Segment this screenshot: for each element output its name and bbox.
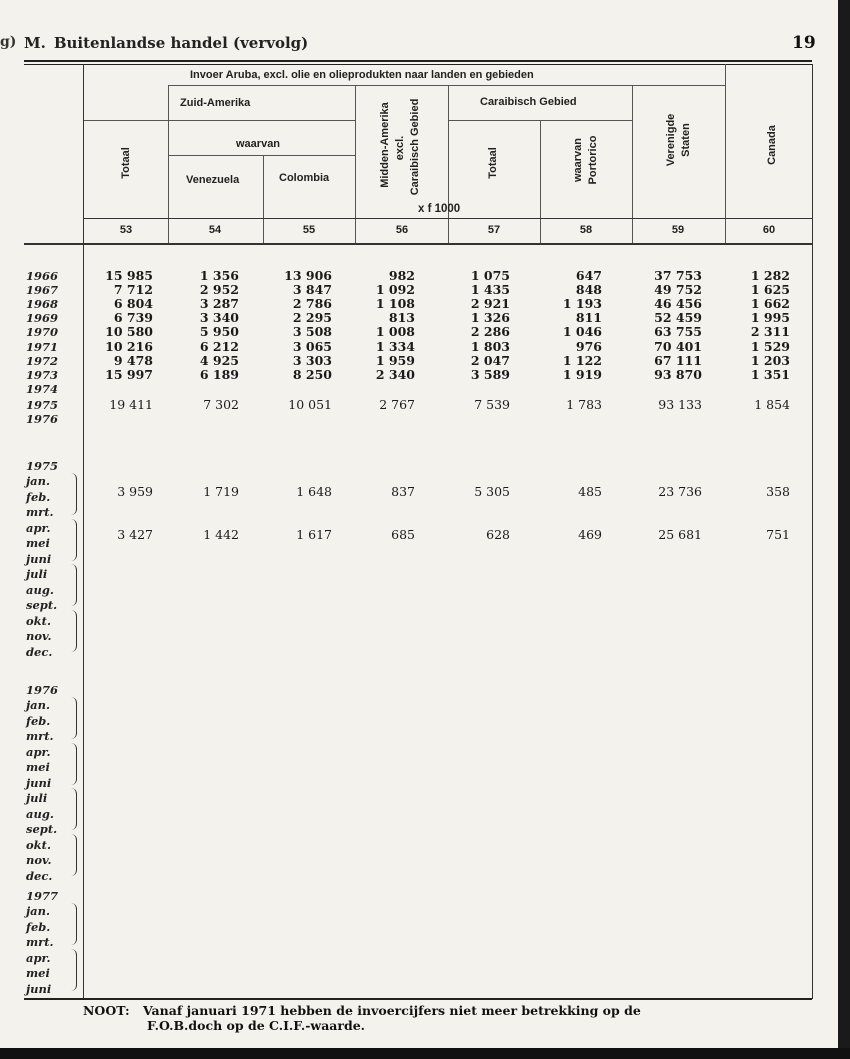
col-colombia: Colombia [279,172,330,184]
table-cell: 8 250 [292,367,332,382]
table-cell: 7 712 [113,282,153,297]
table-cell: 1 719 [203,484,239,499]
table-cell: 358 [766,484,790,499]
table-cell: 23 736 [658,484,702,499]
table-cell: 751 [766,527,790,542]
title-underline [168,85,725,86]
table-cell: 5 950 [199,324,239,339]
table-cell: 10 216 [105,339,153,354]
table-cell: 3 340 [199,310,239,325]
col-venezuela: Venezuela [186,174,240,186]
month-label: juli [26,567,48,581]
table-cell: 15 997 [105,367,153,382]
month-label: mrt. [26,935,54,949]
table-cell: 6 189 [199,367,239,382]
table-cell: 811 [575,310,602,325]
month-label: mei [26,760,50,774]
col-divider [168,85,169,243]
table-cell: 1 334 [375,339,415,354]
column-number: 57 [487,224,501,236]
table-bottom-rule [24,998,812,1000]
table-cell: 1 648 [296,484,332,499]
table-cell: 628 [486,527,510,542]
month-label: nov. [26,629,52,643]
table-cell: 1 075 [470,268,510,283]
table-cell: 3 589 [470,367,510,382]
year-label: 1967 [26,283,59,297]
table-cell: 6 212 [199,339,239,354]
table-cell: 1 193 [562,296,602,311]
quarter-brace [70,788,77,830]
month-label: dec. [26,644,53,659]
table-cell: 3 427 [117,527,153,542]
group-caraibisch: Caraibisch Gebied [480,96,577,108]
year-label: 1969 [26,311,59,325]
group-zuid-amerika: Zuid-Amerika [180,97,251,109]
table-cell: 46 456 [654,296,702,311]
year-label: 1976 [26,683,59,697]
col-portorico-l2: Portorico [587,135,599,185]
table-cell: 52 459 [654,310,702,325]
table-cell: 1 959 [375,353,415,368]
table-cell: 93 133 [658,397,702,412]
quarter-brace [70,834,77,876]
table-cell: 485 [578,484,602,499]
col-divider [448,85,449,243]
table-cell: 1 617 [296,527,332,542]
month-label: feb. [26,713,51,728]
table-cell: 813 [388,310,415,325]
table-cell: 1 854 [754,397,790,412]
column-number: 59 [671,224,685,236]
table-cell: 1 442 [203,527,239,542]
table-cell: 93 870 [654,367,702,382]
col-vs-l1: Verenigde [665,113,677,167]
table-cell: 1 203 [750,353,790,368]
header-rule [24,60,812,62]
table-cell: 63 755 [654,324,702,339]
table-cell: 67 111 [654,353,702,368]
month-label: mei [26,536,50,550]
table-cell: 1 919 [562,367,602,382]
table-cell: 2 047 [470,353,510,368]
month-label: juni [26,981,52,996]
month-label: apr. [26,950,51,965]
col-midden-amerika-l2: excl. [394,135,406,161]
table-cell: 7 539 [474,397,510,412]
table-cell: 2 921 [470,296,510,311]
col-divider [725,64,726,243]
month-label: jan. [26,698,50,712]
unit-label: x f 1000 [418,203,461,215]
quarter-brace [70,697,77,739]
table-cell: 13 906 [284,268,332,283]
table-cell: 685 [391,527,415,542]
year-label: 1973 [26,368,59,382]
table-cell: 15 985 [105,268,153,283]
table-cell: 647 [575,268,602,283]
table-cell: 982 [388,268,415,283]
col-divider [355,85,356,243]
quarter-brace [70,903,77,945]
month-label: juni [26,775,52,790]
year-label: 1975 [26,398,59,412]
caraibisch-underline [448,120,632,121]
table-cell: 1 326 [470,310,510,325]
col-divider [540,120,541,243]
col-divider [632,85,633,243]
table-cell: 1 783 [566,397,602,412]
column-number: 55 [302,224,316,236]
month-label: okt. [26,837,51,852]
table-cell: 37 753 [654,268,702,283]
table-cell: 9 478 [113,353,153,368]
table-left-border [83,64,84,999]
month-label: sept. [26,598,58,612]
quarter-brace [70,519,77,561]
year-label: 1976 [26,412,59,426]
col-midden-amerika-l1: Midden-Amerika [379,102,391,188]
table-cell: 2 340 [375,367,415,382]
table-cell: 2 952 [199,282,239,297]
table-cell: 469 [578,527,602,542]
footnote [83,1003,723,1033]
table-cell: 3 287 [199,296,239,311]
table-cell: 1 529 [750,339,790,354]
table-cell: 1 122 [562,353,602,368]
table-cell: 1 625 [750,282,790,297]
table-cell: 3 847 [292,282,332,297]
quarter-brace [70,473,77,515]
column-number: 54 [208,224,222,236]
col-divider [263,155,264,243]
table-cell: 2 311 [750,324,790,339]
month-label: juli [26,791,48,805]
waarvan-underline [168,155,355,156]
page-number: 19 [792,33,816,53]
year-label: 1968 [26,297,59,311]
left-margin-fragment: g) [0,34,17,50]
year-label: 1970 [26,325,59,339]
table-cell: 3 508 [292,324,332,339]
header-rule-thin [24,64,812,65]
col-totaal-cg: Totaal [487,147,499,179]
month-label: nov. [26,853,52,867]
header-bottom-rule [24,243,812,245]
quarter-brace [70,743,77,785]
table-cell: 1 803 [470,339,510,354]
col-midden-amerika-l3: Caraibisch Gebied [409,98,421,196]
table-cell: 25 681 [658,527,702,542]
table-cell: 6 739 [113,310,153,325]
footnote-line-2: F.O.B.doch op de C.I.F.-waarde. [147,1018,366,1033]
footnote-label: NOOT: [83,1003,130,1018]
year-label: 1977 [26,889,59,903]
table-cell: 19 411 [109,397,153,412]
table-cell: 10 580 [105,324,153,339]
table-cell: 976 [575,339,602,354]
table-cell: 3 959 [117,484,153,499]
table-cell: 5 305 [474,484,510,499]
table-cell: 1 995 [750,310,790,325]
quarter-brace [70,949,77,991]
month-label: apr. [26,744,51,759]
group-waarvan: waarvan [236,138,281,150]
table-cell: 3 303 [292,353,332,368]
month-label: dec. [26,868,53,883]
table-cell: 49 752 [654,282,702,297]
table-title: Invoer Aruba, excl. olie en olieprodukten naar landen en gebieden [190,69,534,81]
table-cell: 10 051 [288,397,332,412]
table-cell: 1 435 [470,282,510,297]
table-cell: 2 295 [292,310,332,325]
year-label: 1974 [26,382,59,396]
table-cell: 7 302 [203,397,239,412]
table-cell: 70 401 [654,339,702,354]
scan-edge [0,1048,850,1059]
year-label: 1971 [26,340,59,354]
footnote-line-1: Vanaf januari 1971 hebben de invoercijfers niet meer betrekking op de [143,1003,641,1018]
month-label: jan. [26,474,50,488]
column-number: 58 [579,224,593,236]
table-cell: 3 065 [292,339,332,354]
table-cell: 848 [575,282,602,297]
year-label: 1975 [26,459,59,473]
year-label: 1972 [26,354,59,368]
table-cell: 1 282 [750,268,790,283]
section-letter: M. [24,34,46,52]
table-cell: 837 [391,484,415,499]
month-label: aug. [26,806,54,821]
year-label: 1966 [26,269,59,283]
table-cell: 6 804 [113,296,153,311]
month-label: jan. [26,904,50,918]
table-cell: 1 108 [375,296,415,311]
table-cell: 2 286 [470,324,510,339]
month-label: aug. [26,582,54,597]
month-label: juni [26,551,52,566]
column-number: 60 [762,224,776,236]
month-label: apr. [26,520,51,535]
table-cell: 1 046 [562,324,602,339]
table-cell: 1 008 [375,324,415,339]
table-cell: 1 351 [750,367,790,382]
month-label: feb. [26,919,51,934]
table-cell: 4 925 [199,353,239,368]
table-cell: 1 662 [750,296,790,311]
table-cell: 1 092 [375,282,415,297]
col-canada: Canada [766,125,778,165]
table-right-border [812,64,813,999]
table-cell: 2 767 [379,397,415,412]
column-number: 53 [119,224,133,236]
col-vs-l2: Staten [680,123,692,157]
month-label: mei [26,966,50,980]
column-number: 56 [395,224,409,236]
table-cell: 1 356 [199,268,239,283]
quarter-brace [70,610,77,652]
page-header [24,34,308,52]
col-totaal-za: Totaal [120,147,132,179]
unit-rule [84,218,812,219]
month-label: mrt. [26,729,54,743]
month-label: feb. [26,489,51,504]
month-label: okt. [26,613,51,628]
month-label: mrt. [26,505,54,519]
page-title: Buitenlandse handel (vervolg) [53,34,309,52]
quarter-brace [70,564,77,606]
col-portorico-l1: waarvan [572,137,584,183]
month-label: sept. [26,822,58,836]
table-cell: 2 786 [292,296,332,311]
zuid-amerika-underline [84,120,355,121]
